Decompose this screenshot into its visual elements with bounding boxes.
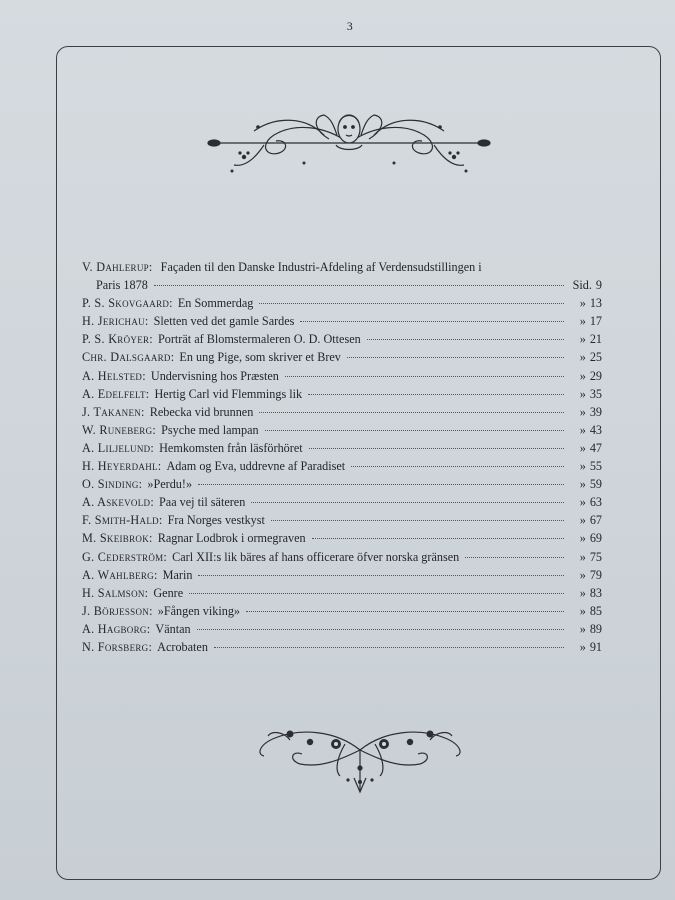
leader-dots [309, 448, 564, 449]
toc-page-ref [570, 294, 602, 312]
ditto-mark: » [579, 531, 586, 546]
toc-artist: H. Heyerdahl: [82, 459, 162, 474]
toc-page-ref [570, 602, 602, 620]
toc-page-ref [570, 511, 602, 529]
toc-title: Adam og Eva, uddrevne af Paradiset [166, 459, 346, 474]
toc-page-ref [570, 475, 602, 493]
toc-title: Marin [162, 567, 193, 582]
leader-dots [259, 303, 564, 304]
toc-title: Carl XII:s lik bäres af hans officerare öfver norska gränsen [172, 549, 460, 564]
toc-page-ref [570, 620, 602, 638]
toc-page: 91 [589, 639, 602, 654]
toc-entry [82, 566, 602, 584]
toc-page-ref [570, 548, 602, 566]
leader-dots [308, 394, 564, 395]
ditto-mark: » [579, 296, 586, 311]
toc-title: Sletten ved det gamle Sardes [153, 314, 295, 329]
toc-list [82, 294, 602, 656]
toc-entry [82, 330, 602, 348]
toc-title: En ung Pige, som skriver et Brev [179, 350, 341, 365]
toc-entry [82, 439, 602, 457]
ditto-mark: » [579, 386, 586, 401]
ditto-mark: » [579, 314, 586, 329]
toc-page: 85 [589, 603, 602, 618]
toc-page: 67 [589, 513, 602, 528]
toc-entry [82, 638, 602, 656]
toc-page-ref [570, 276, 602, 294]
leader-dots [246, 611, 564, 612]
ditto-mark: » [579, 585, 586, 600]
toc-title: »Fången viking» [157, 603, 241, 618]
ditto-mark: » [579, 440, 586, 455]
toc-page-ref [570, 439, 602, 457]
leader-dots [347, 357, 564, 358]
ditto-mark: » [579, 368, 586, 383]
page-number: 3 [346, 19, 354, 33]
toc-entry [82, 403, 602, 421]
ditto-mark: » [579, 567, 586, 582]
toc-page-ref [570, 312, 602, 330]
toc-entry [82, 421, 602, 439]
toc-title: Porträt af Blomstermaleren O. D. Ottesen [157, 332, 361, 347]
toc-page-ref [570, 493, 602, 511]
toc-artist: A. Hagborg: [82, 621, 151, 636]
ditto-mark: » [579, 459, 586, 474]
toc-title: Paa vej til säteren [159, 495, 246, 510]
leader-dots [351, 466, 564, 467]
toc-page-ref [570, 584, 602, 602]
toc-page: 83 [589, 585, 602, 600]
toc-entry [82, 529, 602, 547]
toc-title: En Sommerdag [177, 296, 254, 311]
leader-dots [198, 575, 564, 576]
ditto-mark: » [579, 639, 586, 654]
toc-entry [82, 294, 602, 312]
toc-page: 63 [589, 495, 602, 510]
toc-entry [82, 584, 602, 602]
toc-title: Väntan [155, 621, 191, 636]
toc-entry [82, 367, 602, 385]
ditto-mark: » [579, 422, 586, 437]
toc-page-ref [570, 638, 602, 656]
cherub-head-ornament-icon [204, 105, 494, 180]
toc-title: Genre [153, 585, 184, 600]
floral-scroll-ornament-icon [250, 720, 470, 798]
toc-page: 9 [595, 278, 602, 293]
leader-dots [214, 647, 564, 648]
toc-artist: A. Liljelund: [82, 440, 155, 455]
toc-page: 79 [589, 567, 602, 582]
ditto-mark: » [579, 477, 586, 492]
toc-entry [82, 475, 602, 493]
toc-title: Hemkomsten från läsförhöret [159, 440, 303, 455]
toc-title-continued: Paris 1878 [96, 278, 148, 293]
toc-page: 25 [589, 350, 602, 365]
page-prefix: Sid. [572, 278, 592, 293]
toc-artist: A. Helsted: [82, 368, 146, 383]
ditto-mark: » [579, 513, 586, 528]
leader-dots [197, 629, 564, 630]
toc-page-ref [570, 566, 602, 584]
ditto-mark: » [579, 350, 586, 365]
leader-dots [285, 376, 564, 377]
toc-artist: J. Börjesson: [82, 603, 153, 618]
toc-page-ref [570, 457, 602, 475]
leader-dots [367, 339, 564, 340]
toc-entry [82, 258, 602, 294]
toc-entry [82, 493, 602, 511]
toc-artist: V. Dahlerup: [82, 260, 153, 274]
toc-artist: P. S. Skovgaard: [82, 296, 173, 311]
leader-dots [265, 430, 564, 431]
toc-entry [82, 602, 602, 620]
toc-title: »Perdu!» [147, 477, 193, 492]
leader-dots [259, 412, 564, 413]
ditto-mark: » [579, 332, 586, 347]
toc-page: 39 [589, 404, 602, 419]
leader-dots [271, 520, 564, 521]
toc-page: 75 [589, 549, 602, 564]
toc-artist: A. Edelfelt: [82, 386, 150, 401]
toc-page: 47 [589, 440, 602, 455]
toc-page-ref [570, 348, 602, 366]
leader-dots [251, 502, 564, 503]
toc-artist: Chr. Dalsgaard: [82, 350, 175, 365]
toc-page-ref [570, 403, 602, 421]
toc-page: 35 [589, 386, 602, 401]
toc-entry [82, 312, 602, 330]
toc-page: 43 [589, 422, 602, 437]
toc-page: 89 [589, 621, 602, 636]
toc-page: 17 [589, 314, 602, 329]
leader-dots [312, 538, 564, 539]
toc-artist: W. Runeberg: [82, 422, 157, 437]
toc-page-ref [570, 330, 602, 348]
ditto-mark: » [579, 603, 586, 618]
leader-dots [154, 285, 564, 286]
toc-page: 55 [589, 459, 602, 474]
toc-artist: N. Forsberg: [82, 639, 153, 654]
ditto-mark: » [579, 621, 586, 636]
toc-title: Hertig Carl vid Flemmings lik [154, 386, 303, 401]
toc-artist: H. Jerichau: [82, 314, 149, 329]
toc-artist: A. Wahlberg: [82, 567, 158, 582]
toc-title: Acrobaten [157, 639, 208, 654]
toc-page-ref [570, 421, 602, 439]
ditto-mark: » [579, 495, 586, 510]
toc-artist: G. Cederström: [82, 549, 168, 564]
toc-entry [82, 511, 602, 529]
toc-title: Undervisning hos Præsten [150, 368, 279, 383]
toc-artist: F. Smith-Hald: [82, 513, 163, 528]
leader-dots [189, 593, 564, 594]
toc-entry [82, 457, 602, 475]
toc-title: Psyche med lampan [161, 422, 259, 437]
toc-page: 21 [589, 332, 602, 347]
toc-artist: O. Sinding: [82, 477, 143, 492]
toc-title: Façaden til den Danske Industri-Afdeling af Verdensudstillingen i [160, 260, 482, 274]
toc-title: Ragnar Lodbrok i ormegraven [157, 531, 306, 546]
toc-entry [82, 385, 602, 403]
toc-artist: J. Takanen: [82, 404, 145, 419]
leader-dots [198, 484, 564, 485]
toc-entry [82, 548, 602, 566]
toc-entry [82, 620, 602, 638]
toc-page: 59 [589, 477, 602, 492]
table-of-contents [82, 258, 602, 656]
ditto-mark: » [579, 549, 586, 564]
toc-page: 13 [589, 296, 602, 311]
toc-page-ref [570, 529, 602, 547]
toc-page-ref [570, 385, 602, 403]
toc-page: 29 [589, 368, 602, 383]
toc-artist: M. Skeibrok: [82, 531, 153, 546]
leader-dots [465, 557, 564, 558]
toc-artist: H. Salmson: [82, 585, 149, 600]
toc-entry [82, 348, 602, 366]
leader-dots [300, 321, 564, 322]
toc-artist: P. S. Kröyer: [82, 332, 153, 347]
toc-page: 69 [589, 531, 602, 546]
toc-page-ref [570, 367, 602, 385]
ditto-mark: » [579, 404, 586, 419]
toc-title: Fra Norges vestkyst [167, 513, 265, 528]
toc-title: Rebecka vid brunnen [149, 404, 254, 419]
toc-artist: A. Askevold: [82, 495, 155, 510]
